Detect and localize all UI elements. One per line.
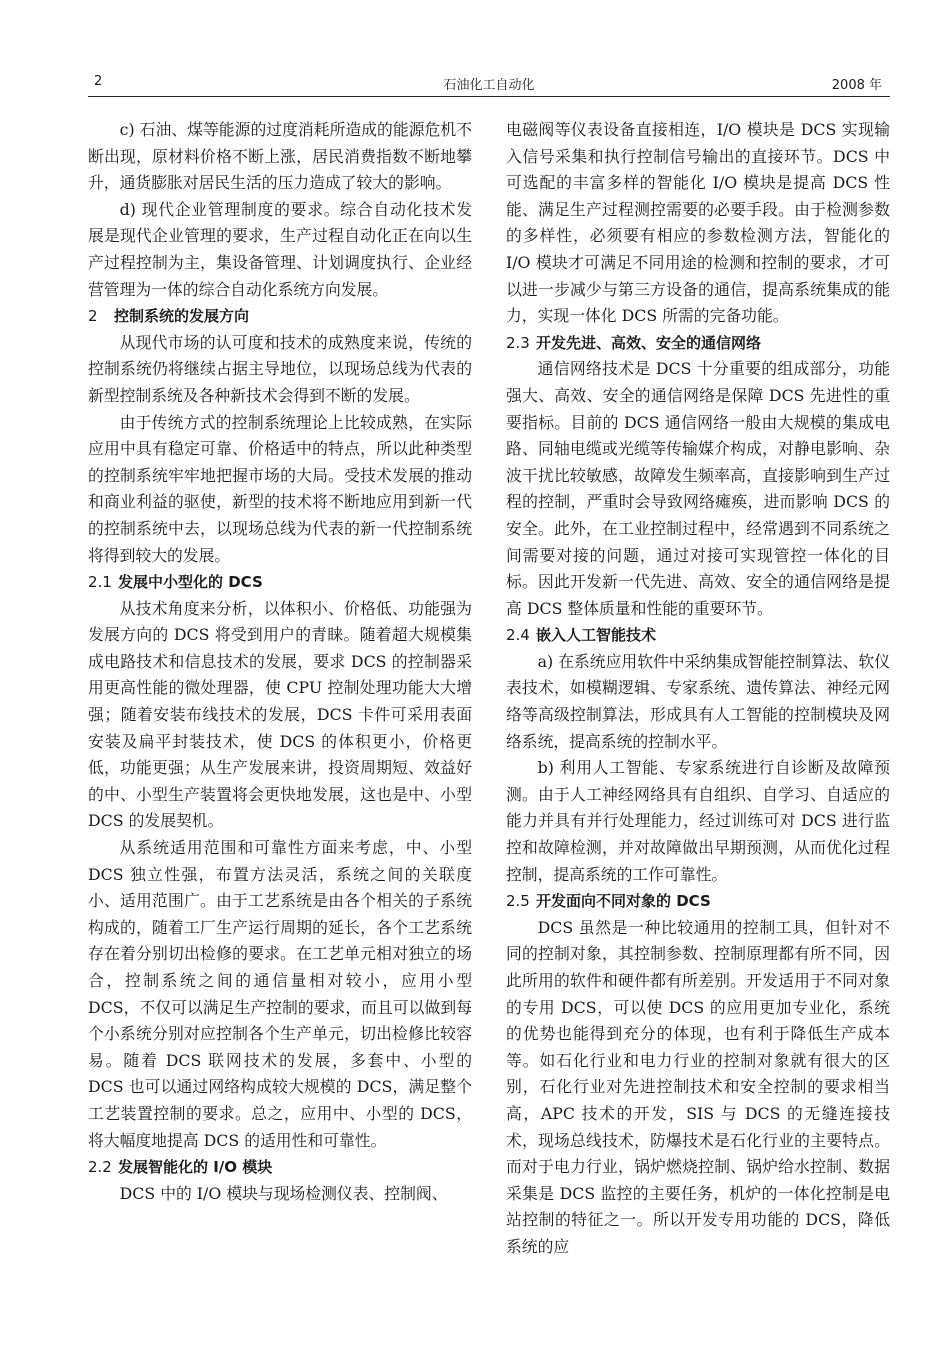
paragraph: d) 现代企业管理制度的要求。综合自动化技术发展是现代企业管理的要求，生产过程自动化正在向以生产过程控制为主，集设备管理、计划调度执行、企业经营管理为一体的综合自动化系统方向发展。 bbox=[88, 199, 472, 299]
section-number: 2.1 bbox=[88, 573, 112, 592]
subsection-heading bbox=[506, 888, 890, 915]
right-column bbox=[506, 117, 890, 1261]
paragraph: DCS 中的 I/O 模块与现场检测仪表、控制阀、 bbox=[119, 1183, 448, 1203]
running-header bbox=[88, 74, 890, 98]
page-number: 2 bbox=[94, 74, 103, 89]
subsection-heading bbox=[506, 330, 890, 357]
section-number: 2.5 bbox=[506, 892, 530, 911]
header-rule bbox=[88, 96, 890, 97]
paragraph: 电磁阀等仪表设备直接相连，I/O 模块是 DCS 实现输入信号采集和执行控制信号输出的直接环节。DCS 中可选配的丰富多样的智能化 I/O 模块是提高 DCS 性能、满足生产过程测控需要的必要手段。由于检测参数的多样性，必须要有相应的参数检测方法，智能化的 I/O 模块才可满足不同用途的检测和控制的要求，才可以进一步减少与第三方设备的通信，提高系统集成的能力，实现一体化 DCS 所需的完备功能。 bbox=[506, 120, 890, 326]
section-number: 2.3 bbox=[506, 333, 530, 352]
paragraph: a) 在系统应用软件中采纳集成智能控制算法、软仪表技术，如模糊逻辑、专家系统、遗传算法、神经元网络等高级控制算法，形成具有人工智能的控制模块及网络系统，提高系统的控制水平。 bbox=[506, 651, 890, 751]
subsection-heading bbox=[88, 569, 472, 596]
paragraph: 由于传统方式的控制系统理论上比较成熟，在实际应用中具有稳定可靠、价格适中的特点，所以此种类型的控制系统牢牢地把握市场的大局。受技术发展的推动和商业利益的驱使，新型的技术将不断地应用到新一代的控制系统中去，以现场总线为代表的新一代控制系统将得到较大的发展。 bbox=[88, 412, 472, 565]
paragraph: DCS 虽然是一种比较通用的控制工具，但针对不同的控制对象，其控制参数、控制原理都有所不同，因此所用的软件和硬件都有所差别。开发适用于不同对象的专用 DCS，可以使 DCS 的应用更加专业化，系统的优势也能得到充分的体现，也有利于降低生产成本等。如石化行业和电力行业的控制对象就有很大的区别，石化行业对先进控制技术和安全控制的要求相当高，APC 技术的开发，SIS 与 DCS 的无缝连接技术，现场总线技术，防爆技术是石化行业的主要特点。而对于电力行业，锅炉燃烧控制、锅炉给水控制、数据采集是 DCS 监控的主要任务，机炉的一体化控制是电站控制的特征之一。所以开发专用功能的 DCS，降低系统的应 bbox=[506, 917, 890, 1256]
paragraph: b) 利用人工智能、专家系统进行自诊断及故障预测。由于人工神经网络具有自组织、自学习、自适应的能力并具有并行处理能力，经过训练可对 DCS 进行监控和故障检测，并对故障做出早期预测，从而优化过程控制，提高系统的工作可靠性。 bbox=[506, 758, 890, 884]
paragraph: 从技术角度来分析，以体积小、价格低、功能强为发展方向的 DCS 将受到用户的青睐。随着超大规模集成电路技术和信息技术的发展，要求 DCS 的控制器采用更高性能的微处理器，使 CPU 控制处理功能大大增强；随着安装布线技术的发展，DCS 卡件可采用表面安装及扁平封装技术，使 DCS 的体积更小，价格更低，功能更强；从生产发展来讲，投资周期短、效益好的中、小型生产装置将会更快地发展，这也是中、小型 DCS 的发展契机。 bbox=[88, 598, 472, 831]
journal-title: 石油化工自动化 bbox=[443, 78, 535, 93]
section-number: 2 bbox=[88, 307, 98, 326]
paragraph: 从系统适用范围和可靠性方面来考虑，中、小型 DCS 独立性强，布置方法灵活，系统之间的关联度小、适用范围广。由于工艺系统是由各个相关的子系统构成的，随着工厂生产运行周期的延长，各个工艺系统存在着分别切出检修的要求。在工艺单元相对独立的场合，控制系统之间的通信量相对较小，应用小型 DCS，不仅可以满足生产控制的要求，而且可以做到每个小系统分别对应控制各个生产单元，切出检修比较容易。随着 DCS 联网技术的发展，多套中、小型的 DCS 也可以通过网络构成较大规模的 DCS，满足整个工艺装置控制的要求。总之，应用中、小型的 DCS，将大幅度地提高 DCS 的适用性和可靠性。 bbox=[88, 838, 472, 1150]
section-number: 2.2 bbox=[88, 1158, 112, 1177]
paragraph: 通信网络技术是 DCS 十分重要的组成部分，功能强大、高效、安全的通信网络是保障 DCS 先进性的重要指标。目前的 DCS 通信网络一般由大规模的集成电路、同轴电缆或光缆等传输媒介构成，对静电影响、杂波干扰比较敏感，故障发生频率高，直接影响到生产过程的控制，严重时会导致网络瘫痪，进而影响 DCS 的安全。此外，在工业控制过程中，经常遇到不同系统之间需要对接的问题，通过对接可实现管控一体化的目标。因此开发新一代先进、高效、安全的通信网络是提高 DCS 整体质量和性能的重要环节。 bbox=[506, 359, 890, 618]
paragraph: 从现代市场的认可度和技术的成熟度来说，传统的控制系统仍将继续占据主导地位，以现场总线为代表的新型控制系统及各种新技术会得到不断的发展。 bbox=[88, 332, 472, 405]
section-title: 发展中小型化的 DCS bbox=[118, 573, 263, 592]
section-title: 开发面向不同对象的 DCS bbox=[536, 892, 711, 911]
section-title: 发展智能化的 I/O 模块 bbox=[118, 1158, 273, 1177]
section-heading bbox=[88, 303, 472, 330]
section-title: 控制系统的发展方向 bbox=[114, 307, 250, 326]
section-title: 开发先进、高效、安全的通信网络 bbox=[536, 333, 762, 352]
subsection-heading bbox=[88, 1154, 472, 1181]
section-number: 2.4 bbox=[506, 626, 530, 645]
subsection-heading bbox=[506, 622, 890, 649]
section-title: 嵌入人工智能技术 bbox=[536, 626, 657, 645]
paragraph: c) 石油、煤等能源的过度消耗所造成的能源危机不断出现，原材料价格不断上涨，居民消费指数不断地攀升，通货膨胀对居民生活的压力造成了较大的影响。 bbox=[88, 120, 472, 193]
publication-year: 2008 年 bbox=[831, 78, 882, 93]
left-column bbox=[88, 117, 472, 1207]
